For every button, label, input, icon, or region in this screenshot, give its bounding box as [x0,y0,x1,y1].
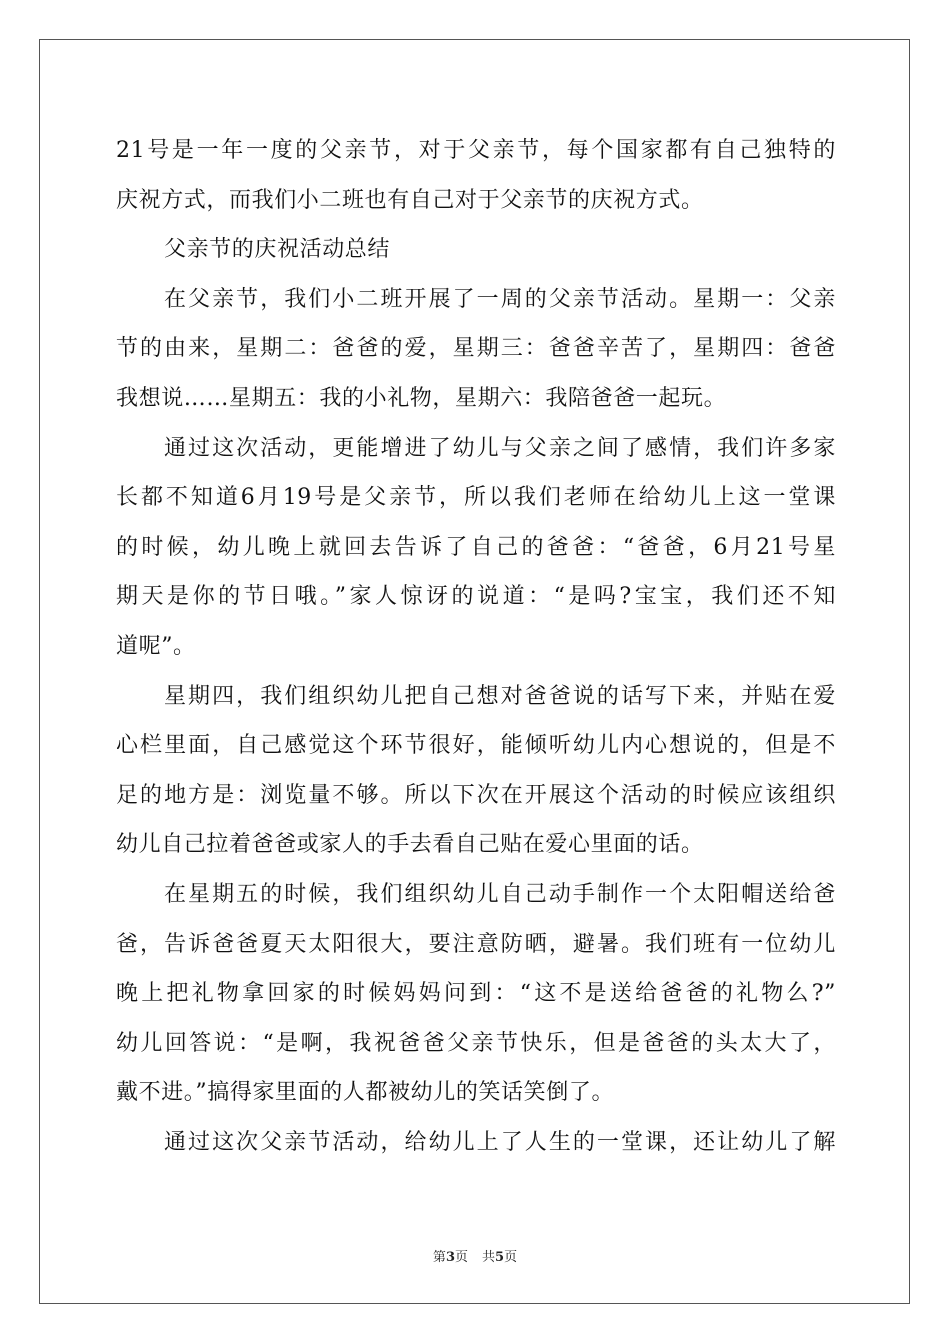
text-line-14: 足的地方是：浏览量不够。所以下次在开展这个活动的时候应该组织 [116,782,836,808]
text-line-5: 节的由来，星期二：爸爸的爱，星期三：爸爸辛苦了，星期四：爸爸 [116,336,836,362]
text-line-2: 庆祝方式，而我们小二班也有自己对于父亲节的庆祝方式。 [116,187,704,213]
text-line-1: 21号是一年一度的父亲节，对于父亲节，每个国家都有自己独特的 [116,138,836,163]
text-line-18: 晚上把礼物拿回家的时候妈妈问到：“这不是送给爸爸的礼物么?” [116,981,836,1007]
text-line-12: 星期四，我们组织幼儿把自己想对爸爸说的话写下来，并贴在爱 [164,683,836,709]
text-line-16: 在星期五的时候，我们组织幼儿自己动手制作一个太阳帽送给爸 [164,881,836,907]
document-body [116,126,836,1167]
text-line-4: 在父亲节，我们小二班开展了一周的父亲节活动。星期一：父亲 [164,286,836,312]
page-prefix: 第 [432,1250,446,1265]
total-prefix: 共 [482,1250,496,1265]
page-suffix: 页 [454,1250,468,1265]
text-line-8: 长都不知道6月19号是父亲节，所以我们老师在给幼儿上这一堂课 [116,485,836,511]
text-line-6: 我想说……星期五：我的小礼物，星期六：我陪爸爸一起玩。 [116,385,727,411]
text-line-9: 的时候，幼儿晚上就回去告诉了自己的爸爸：“爸爸，6月21号星 [116,534,836,560]
page-footer [0,1246,950,1265]
text-line-7: 通过这次活动，更能增进了幼儿与父亲之间了感情，我们许多家 [164,435,836,461]
text-line-21: 通过这次父亲节活动，给幼儿上了人生的一堂课，还让幼儿了解 [164,1129,836,1155]
section-heading: 父亲节的庆祝活动总结 [164,237,391,263]
total-pages: 5 [495,1250,505,1265]
text-line-13: 心栏里面，自己感觉这个环节很好，能倾听幼儿内心想说的，但是不 [116,733,836,759]
page-number: 3 [445,1250,455,1265]
text-line-19: 幼儿回答说：“是啊，我祝爸爸父亲节快乐，但是爸爸的头太大了， [116,1030,836,1056]
text-line-20: 戴不进。”搞得家里面的人都被幼儿的笑话笑倒了。 [116,1080,615,1106]
text-line-17: 爸，告诉爸爸夏天太阳很大，要注意防晒，避暑。我们班有一位幼儿 [116,931,836,957]
text-line-11: 道呢”。 [116,633,196,659]
total-suffix: 页 [504,1250,518,1265]
text-line-10: 期天是你的节日哦。”家人惊讶的说道：“是吗?宝宝，我们还不知 [116,584,836,610]
text-line-15: 幼儿自己拉着爸爸或家人的手去看自己贴在爱心里面的话。 [116,832,704,858]
